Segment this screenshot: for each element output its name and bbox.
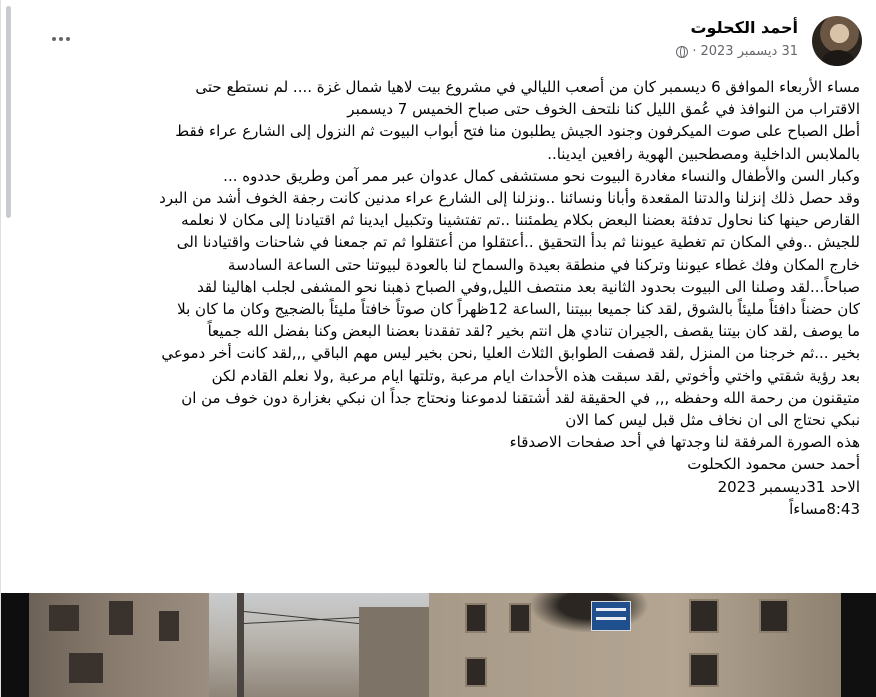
post-text-line: كان حضناً دافئاً مليئاً بالشوق ,لقد كنا جميعا ببيتنا ,الساعة 12ظهراً كان صوتاً خافتاً مليئاً بالضجيج وكان ما كان بلا <box>177 300 860 319</box>
post-text-line: وكبار السن والأطفال والنساء مغادرة البيوت نحو مستشفى كمال عدوان عبر ممر آمن وطريق حددوه ... <box>223 166 860 185</box>
post-text-line: ما يوصف ,لقد كان بيتنا يقصف ,الجيران تنادي هل انتم بخير ?لقد تفقدنا بعضنا البعض وكنا بفضل الله جميعاً <box>207 322 860 341</box>
post-text-line: وقد حصل ذلك إنزلنا والدتنا المقعدة وأبانا ونسائنا ..ونزلنا إلى الشارع عراء مدنين كانت رجفة الخوف أشد من البرد <box>159 189 860 208</box>
post-meta <box>676 44 798 59</box>
post-header <box>22 16 862 70</box>
globe-icon[interactable] <box>676 46 688 58</box>
post-text-line: 8:43مساءاً <box>789 499 860 518</box>
more-options-icon <box>52 37 56 41</box>
post-text-line: القارص حينها كنا نحاول تدفئة بعضنا البعض بكلام يطمئننا ..تم تفتشينا وتكبيل ايدينا ثم اقتيادنا إلى مكان لا نعلمه <box>181 211 860 230</box>
scrollbar[interactable] <box>6 6 11 218</box>
meta-separator: · <box>692 44 697 59</box>
post-text-line: بخير ...ثم خرجنا من المنزل ,لقد قصفت الطوابق الثلاث العليا ,نحن بخير ليس مهم الباقي ,,,لقد كانت أخر دموعي <box>161 344 860 363</box>
photo-margin <box>841 593 876 697</box>
post-text-line: مساء الأربعاء الموافق 6 ديسمبر كان من أصعب الليالي في مشروع بيت لاهيا شمال غزة .... لم نستطع حتى <box>195 78 860 96</box>
damaged-building-left <box>29 593 209 697</box>
more-options-icon <box>59 37 63 41</box>
more-options-button[interactable] <box>48 30 74 48</box>
post-text-line: الاحد 31ديسمبر 2023 <box>717 477 860 496</box>
post-text-line: هذه الصورة المرفقة لنا وجدتها في أحد صفحات الاصدقاء <box>509 433 860 452</box>
post-text-line: للجيش ..وفي المكان تم تغطية عيوننا ثم بدأ التحقيق ..أعتقلوا من أعتقلوا ثم تم جمعنا في شاحنات واقتيادنا الى <box>176 233 860 252</box>
building-middle <box>359 607 429 697</box>
post-text-line: أطل الصباح على صوت الميكرفون وجنود الجيش يطلبون منا فتح أبواب البيوت ثم النزول إلى الشارع عراء فقط <box>175 122 860 141</box>
post-text-line: الاقتراب من النوافذ في عُمق الليل كنا نلتحف الخوف حتى صباح الخميس 7 ديسمبر <box>347 100 860 119</box>
post-photo[interactable] <box>1 593 876 697</box>
photo-margin <box>1 593 29 697</box>
post-text-line: صباحاً...لقد وصلنا الى البيوت بحدود الثانية بعد منتصف الليل,وفي الصباح ذهبنا نحو المشفى لجلب اهالينا لقد <box>197 277 860 296</box>
post-text-line: نبكي نحتاج الى ان نخاف مثل قبل ليس كما الان <box>565 411 860 430</box>
post-text-line: بالملابس الداخلية ومصطحبين الهوية رافعين ايدينا.. <box>547 144 860 163</box>
post-text-line: خارج المكان وفك غطاء عيوننا وتركنا في منطقة بعيدة والسماح لنا بالعودة لبيوتنا حتى الساعة السادسة <box>227 255 860 274</box>
author-name[interactable]: أحمد الكحلوت <box>690 18 798 37</box>
post-text-line: بعد رؤية شقتي واختي وأخوتي ,لقد سبقت هذه الأحداث ايام مرعبة ,وتلتها ايام مرعبة ,ولا نعلم القادم لكن <box>211 366 860 385</box>
post-date[interactable]: 31 ديسمبر 2023 <box>700 44 798 59</box>
street-scene <box>29 593 841 697</box>
author-avatar[interactable] <box>812 16 862 66</box>
more-options-icon <box>66 37 70 41</box>
post-text-line: متيقنون من رحمة الله وحفظه ,,, في الحقيقة لقد أشتقنا لدموعنا ونحتاج جداً ان نبكي بغزارة دون خوف من ان <box>181 388 860 407</box>
burn-damage <box>529 593 649 633</box>
post-text <box>20 76 860 520</box>
post-text-line: أحمد حسن محمود الكحلوت <box>687 455 860 474</box>
utility-pole <box>237 593 244 697</box>
pharmacy-sign <box>591 601 631 631</box>
